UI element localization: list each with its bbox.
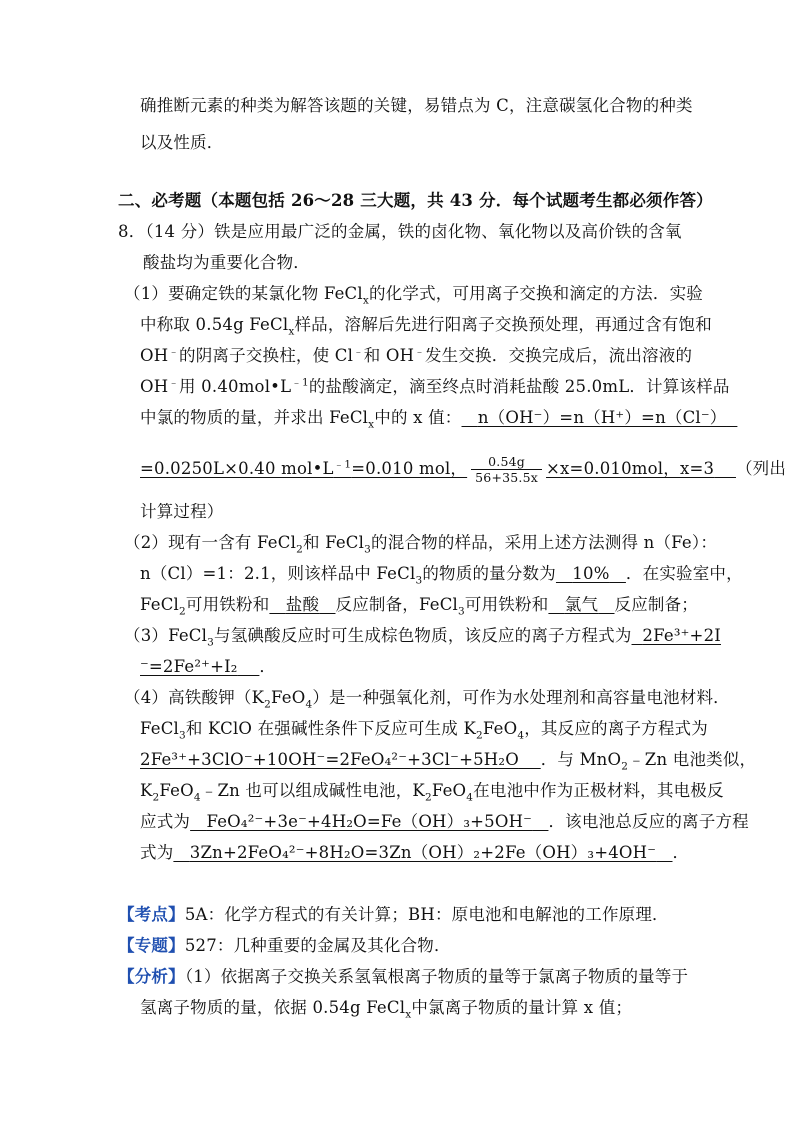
part2-answer-fraction: 10% <box>572 564 610 583</box>
part3-answer-end: ⁻=2Fe²⁺+I₂ <box>140 657 238 676</box>
part3-answer-start: 2Fe³⁺+2I <box>642 626 721 645</box>
part4-answer-2: FeO₄²⁻+3e⁻+4H₂O=Fe（OH）₃+5OH⁻ <box>206 812 533 831</box>
part2-line-1: （2）现有一含有 FeCl$_2$和 FeCl$_3$的混合物的样品，采用上述方法测得 n（Fe）： <box>124 533 718 556</box>
kaodian-line: 【考点】5A：化学方程式的有关计算；BH：原电池和电解池的工作原理． <box>118 905 669 924</box>
part3-line-1: （3）FeCl$_3$与氢碘酸反应时可生成棕色物质，该反应的离子方程式为 2Fe³⁺+2I <box>124 626 721 649</box>
section-title: 二、必考题（本题包括 26～28 三大题，共 43 分．每个试题考生都必须作答） <box>118 191 713 210</box>
part4-answer-1: 2Fe³⁺+3ClO⁻+10OH⁻=2FeO₄²⁻+3Cl⁻+5H₂O <box>140 750 519 769</box>
part1-line-4: OH﹣用 $0.40mol•L^{﹣1}$的盐酸滴定，滴至终点时消耗盐酸 25.0mL．计算该样品 <box>140 376 730 396</box>
part4-line-6: 式为 3Zn+2FeO₄²⁻+8H₂O=3Zn（OH）₂+2Fe（OH）₃+4OH⁻ ． <box>140 843 690 862</box>
part3-line-2: ⁻=2Fe²⁺+I₂ ． <box>140 657 277 676</box>
fenxi-tag: 【分析】 <box>118 967 185 986</box>
part1-answer-start: n（OH⁻）=n（H⁺）=n（Cl⁻） <box>477 408 727 427</box>
kaodian-tag: 【考点】 <box>118 905 185 924</box>
part2-answer-acid: 盐酸 <box>285 595 320 614</box>
part4-line-2: FeCl$_3$和 KClO 在强碱性条件下反应可生成 $K_2FeO_4$，其反应的离子方程式为 <box>140 719 708 742</box>
prev-text-line-2: 以及性质． <box>140 133 224 152</box>
part1-line-6: =0.0250L×0.40 $mol•L^{﹣1}=0.010$ mol， $\frac{0.54g}{56+35.5x}$ ×x=0.010mol，x=3 （列出 <box>140 454 787 485</box>
part2-line-2: n（Cl）=1：2.1，则该样品中 FeCl$_3$的物质的量分数为 10% ．在实验室中， <box>140 564 743 587</box>
part2-line-3: FeCl$_2$可用铁粉和 盐酸 反应制备，FeCl$_3$可用铁粉和 氯气 反应制备； <box>140 595 698 618</box>
part1-line-3: OH﹣的阴离子交换柱，使 Cl﹣和 OH﹣发生交换．交换完成后，流出溶液的 <box>140 345 693 365</box>
question-intro-line-1: 8．（14 分）铁是应用最广泛的金属，铁的卤化物、氧化物以及高价铁的含氧 <box>118 222 682 241</box>
zhuanti-line: 【专题】527：几种重要的金属及其化合物． <box>118 936 451 955</box>
prev-text-line-1: 确推断元素的种类为解答该题的关键，易错点为 C，注意碳氢化合物的种类 <box>140 96 693 115</box>
part1-line-2: 中称取 0.54g FeCl$_x$样品，溶解后先进行阳离子交换预处理，再通过含有饱和 <box>140 315 712 338</box>
part1-answer-calc: =0.0250L×0.40 $mol•L^{﹣1}=0.010$ mol， $\frac{0.54g}{56+35.5x}$ ×x=0.010mol，x=3 <box>140 454 715 485</box>
part4-line-4: $K_2FeO_4﹣Zn$ 也可以组成碱性电池，$K_2FeO_4$在电池中作为正极材料，其电极反 <box>140 781 724 804</box>
part4-answer-3: 3Zn+2FeO₄²⁻+8H₂O=3Zn（OH）₂+2Fe（OH）₃+4OH⁻ <box>189 843 657 862</box>
part1-line-5: 中氯的物质的量，并求出 FeCl$_x$中的 x 值： n（OH⁻）=n（H⁺）=n（Cl⁻） <box>140 406 737 430</box>
mass-fraction: $\frac{0.54g}{56+35.5x}$ <box>471 454 542 485</box>
zhuanti-tag: 【专题】 <box>118 936 185 955</box>
part4-line-5: 应式为 FeO₄²⁻+3e⁻+4H₂O=Fe（OH）₃+5OH⁻ ．该电池总反应的离子方程 <box>140 812 749 831</box>
part1-line-7: 计算过程） <box>140 502 224 521</box>
fenxi-line-2: 氢离子物质的量，依据 0.54g FeCl$_x$中氯离子物质的量计算 x 值； <box>140 998 633 1021</box>
part4-line-3: 2Fe³⁺+3ClO⁻+10OH⁻=2FeO₄²⁻+3Cl⁻+5H₂O ．与 MnO$_2$﹣Zn 电池类似， <box>140 750 757 773</box>
part4-line-1: （4）高铁酸钾$(K_2FeO_4)$是一种强氧化剂，可作为水处理剂和高容量电池材料． <box>124 688 730 711</box>
question-intro-line-2: 酸盐均为重要化合物． <box>143 253 310 272</box>
part1-line-1: （1）要确定铁的某氯化物 FeCl$_x$的化学式，可用离子交换和滴定的方法．实验 <box>124 284 703 307</box>
part2-answer-chlorine: 氯气 <box>564 595 599 614</box>
fenxi-line-1: 【分析】（1）依据离子交换关系氢氧根离子物质的量等于氯离子物质的量等于 <box>118 967 689 986</box>
